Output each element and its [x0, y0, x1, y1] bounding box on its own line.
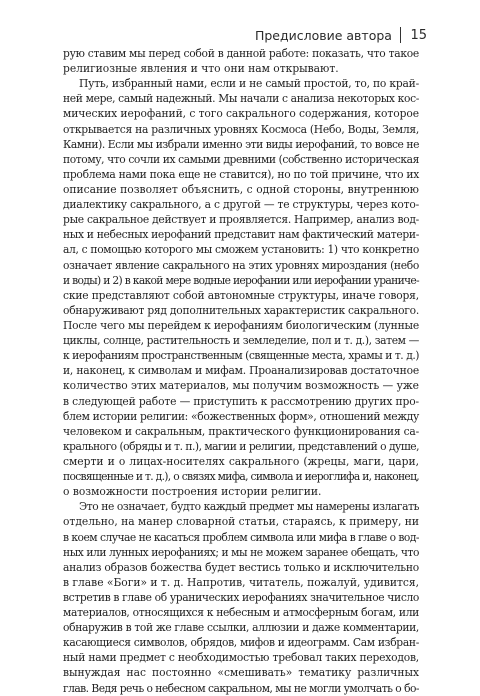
running-head: [255, 27, 427, 43]
text-line: и воды) и 2) в какой мере водные иерофании или иерофании ураниче-: [63, 273, 419, 287]
text-line: Камни). Если мы избрали именно эти виды иерофаний, то вовсе не: [63, 137, 419, 151]
body-text: [63, 46, 419, 696]
text-line: встретив в главе об уранических иерофаниях значительное число: [63, 590, 419, 604]
text-line: и, наконец, к символам и мифам. Проанализировав достаточное: [63, 364, 419, 378]
text-line: в следующей работе — приступить к рассмотрению других про-: [63, 394, 419, 408]
text-line: циклы, солнце, растительность и земледелие, пол и т. д.), затем —: [63, 334, 419, 348]
text-line: описание позволяет объяснить, с одной стороны, внутреннюю: [63, 182, 419, 196]
text-line: ных и небесных иерофаний представит нам фактический матери-: [63, 228, 419, 242]
page-number: 15: [410, 27, 427, 43]
text-line: обнаруживают ряд дополнительных характеристик сакрального.: [63, 303, 419, 317]
text-line: отдельно, на манер словарной статьи, стараясь, к примеру, ни: [63, 515, 419, 529]
text-line: потому, что сочли их самыми древними (собственно историческая: [63, 152, 419, 166]
text-line: ские представляют собой автономные структуры, иначе говоря,: [63, 288, 419, 302]
text-line: человеком и сакральным, практического функционирования са-: [63, 424, 419, 438]
paragraph: [63, 76, 419, 499]
text-line: к иерофаниям пространственным (священные места, храмы и т. д.): [63, 349, 419, 363]
text-line: После чего мы перейдем к иерофаниям биологическим (лунные: [63, 318, 419, 332]
text-line: означает явление сакрального на этих уровнях мироздания (небо: [63, 258, 419, 272]
text-line: проблема нами пока еще не ставится), но по той причине, что их: [63, 167, 419, 181]
text-line: смерти и о лицах-носителях сакрального (жрецы, маги, цари,: [63, 454, 419, 468]
text-line: обнаружив в той же главе ссылки, аллюзии и даже комментарии,: [63, 621, 419, 635]
text-line: анализ образов божества будет вестись только и исключительно: [63, 560, 419, 574]
text-line: ал, с помощью которого мы сможем установить: 1) что конкретно: [63, 243, 419, 257]
header-divider: [400, 27, 402, 43]
text-line: рую ставим мы перед собой в данной работе: показать, что такое: [63, 47, 419, 60]
text-line: глав. Ведя речь о небесном сакральном, мы не могли умолчать о бо-: [63, 681, 419, 695]
text-line: количество этих материалов, мы получим возможность — уже: [63, 379, 419, 393]
text-line: о возможности построения истории религии.: [63, 485, 322, 499]
text-line: рые сакральное действует и проявляется. Например, анализ вод-: [63, 213, 419, 227]
text-line: вынуждая нас постоянно «смешивать» тематику различных: [63, 666, 419, 680]
text-line: в главе «Боги» и т. д. Напротив, читатель, пожалуй, удивится,: [63, 575, 419, 589]
text-line: ных или лунных иерофаниях; и мы не можем заранее обещать, что: [63, 545, 419, 559]
text-line: в коем случае не касаться проблем символа или мифа в главе о вод-: [63, 530, 419, 544]
chapter-title: Предисловие автора: [254, 27, 392, 43]
text-line: посвященные и т. д.), о связях мифа, символа и иероглифа и, наконец,: [63, 470, 419, 484]
paragraph: [63, 46, 419, 76]
text-line: крального (обряды и т. п.), магии и религии, представлений о душе,: [63, 439, 419, 453]
text-line: материалов, относящихся к небесным и атмосферным богам, или: [63, 606, 419, 620]
text-line: Это не означает, будто каждый предмет мы намерены излагать: [79, 500, 419, 514]
text-line: блем истории религии: «божественных форм», отношений между: [63, 409, 419, 423]
text-line: диалектику сакрального, а с другой — те структуры, через кото-: [63, 198, 419, 212]
text-line: Путь, избранный нами, если и не самый простой, то, по край-: [79, 77, 419, 91]
text-line: касающиеся символов, обрядов, мифов и идеограмм. Сам избран-: [63, 636, 419, 650]
paragraph: [63, 499, 419, 695]
text-line: мических иерофаний, с того сакрального содержания, которое: [63, 107, 419, 121]
text-line: религиозные явления и что они нам открывают.: [63, 62, 339, 76]
text-line: ный нами предмет с необходимостью требовал таких переходов,: [63, 651, 419, 665]
text-line: ней мере, самый надежный. Мы начали с анализа некоторых кос-: [63, 92, 419, 106]
text-line: открывается на различных уровнях Космоса (Небо, Воды, Земля,: [63, 122, 419, 136]
